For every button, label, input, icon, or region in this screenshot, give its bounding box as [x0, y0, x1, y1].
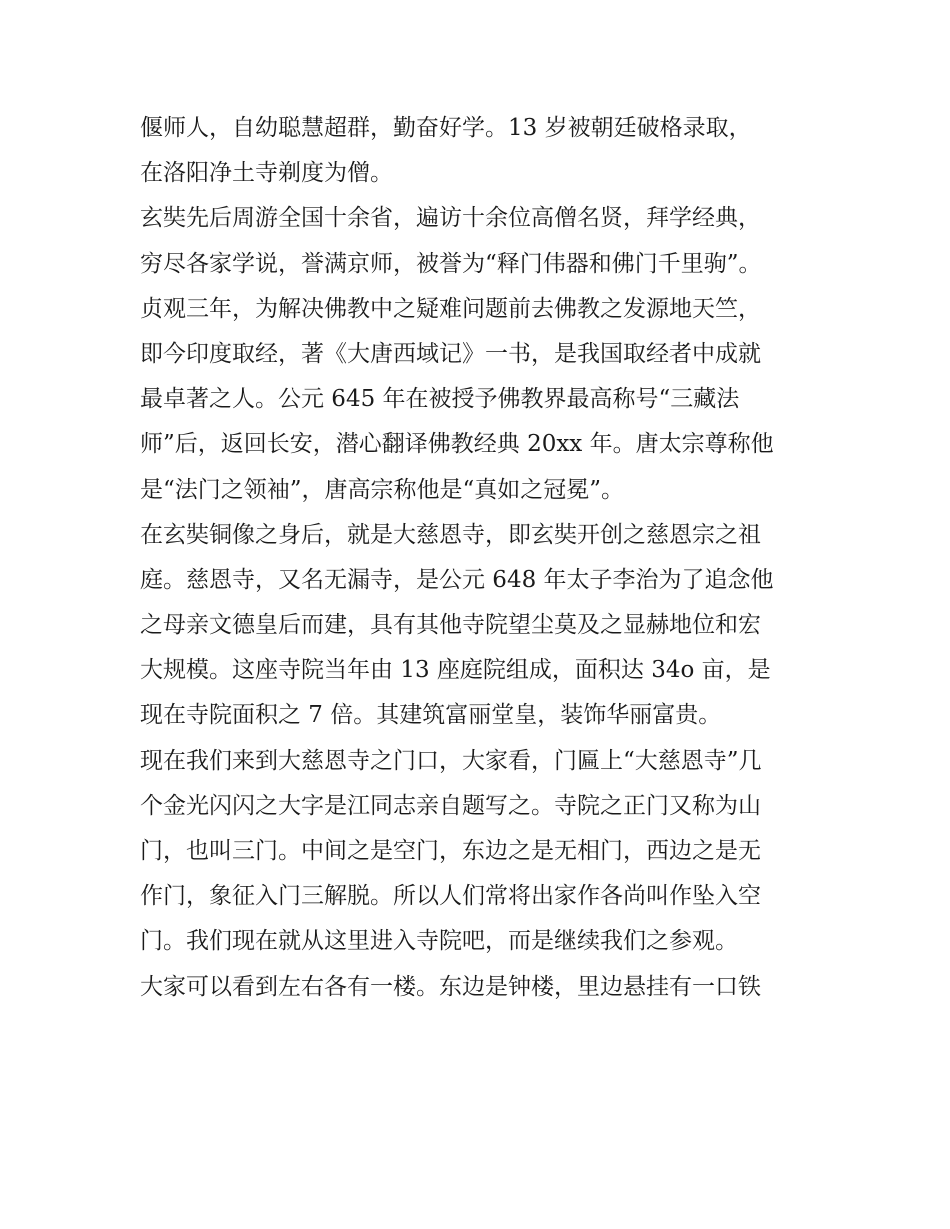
text-line: 在玄奘铜像之身后，就是大慈恩寺，即玄奘开创之慈恩宗之祖: [140, 521, 761, 548]
text-line: 现在我们来到大慈恩寺之门口，大家看，门匾上“大慈恩寺”几: [140, 747, 762, 774]
text-line: 是“法门之领袖”，唐高宗称他是“真如之冠冕”。: [140, 476, 625, 503]
text-line: 穷尽各家学说，誉满京师，被誉为“释门伟器和佛门千里驹”。: [140, 250, 762, 277]
text-line: 作门，象征入门三解脱。所以人们常将出家作各尚叫作坠入空: [140, 883, 761, 910]
text-line: 最卓著之人。公元 645 年在被授予佛教界最高称号“三藏法: [140, 386, 740, 413]
body-text: [140, 106, 820, 1010]
text-line: 个金光闪闪之大字是江同志亲自题写之。寺院之正门又称为山: [140, 792, 761, 819]
text-line: 贞观三年，为解决佛教中之疑难问题前去佛教之发源地天竺，: [140, 295, 761, 322]
text-line: 在洛阳净土寺剃度为僧。: [140, 160, 393, 187]
text-line: 大规模。这座寺院当年由 13 座庭院组成，面积达 34o 亩，是: [140, 657, 771, 684]
text-line: 门。我们现在就从这里进入寺院吧，而是继续我们之参观。: [140, 928, 738, 955]
text-line: 玄奘先后周游全国十余省，遍访十余位高僧名贤，拜学经典，: [140, 205, 761, 232]
text-line: 偃师人，自幼聪慧超群，勤奋好学。13 岁被朝廷破格录取，: [140, 115, 752, 141]
text-line: 大家可以看到左右各有一楼。东边是钟楼，里边悬挂有一口铁: [140, 973, 761, 1000]
text-line: 现在寺院面积之 7 倍。其建筑富丽堂皇，装饰华丽富贵。: [140, 702, 722, 729]
text-line: 师”后，返回长安，潜心翻译佛教经典 20xx 年。唐太宗尊称他: [140, 431, 774, 458]
text-line: 之母亲文德皇后而建，具有其他寺院望尘莫及之显赫地位和宏: [140, 612, 761, 639]
text-line: 庭。慈恩寺，又名无漏寺，是公元 648 年太子李治为了追念他: [140, 566, 774, 593]
text-line: 即今印度取经，著《大唐西域记》一书，是我国取经者中成就: [140, 340, 761, 367]
text-line: 门，也叫三门。中间之是空门，东边之是无相门，西边之是无: [140, 838, 761, 864]
